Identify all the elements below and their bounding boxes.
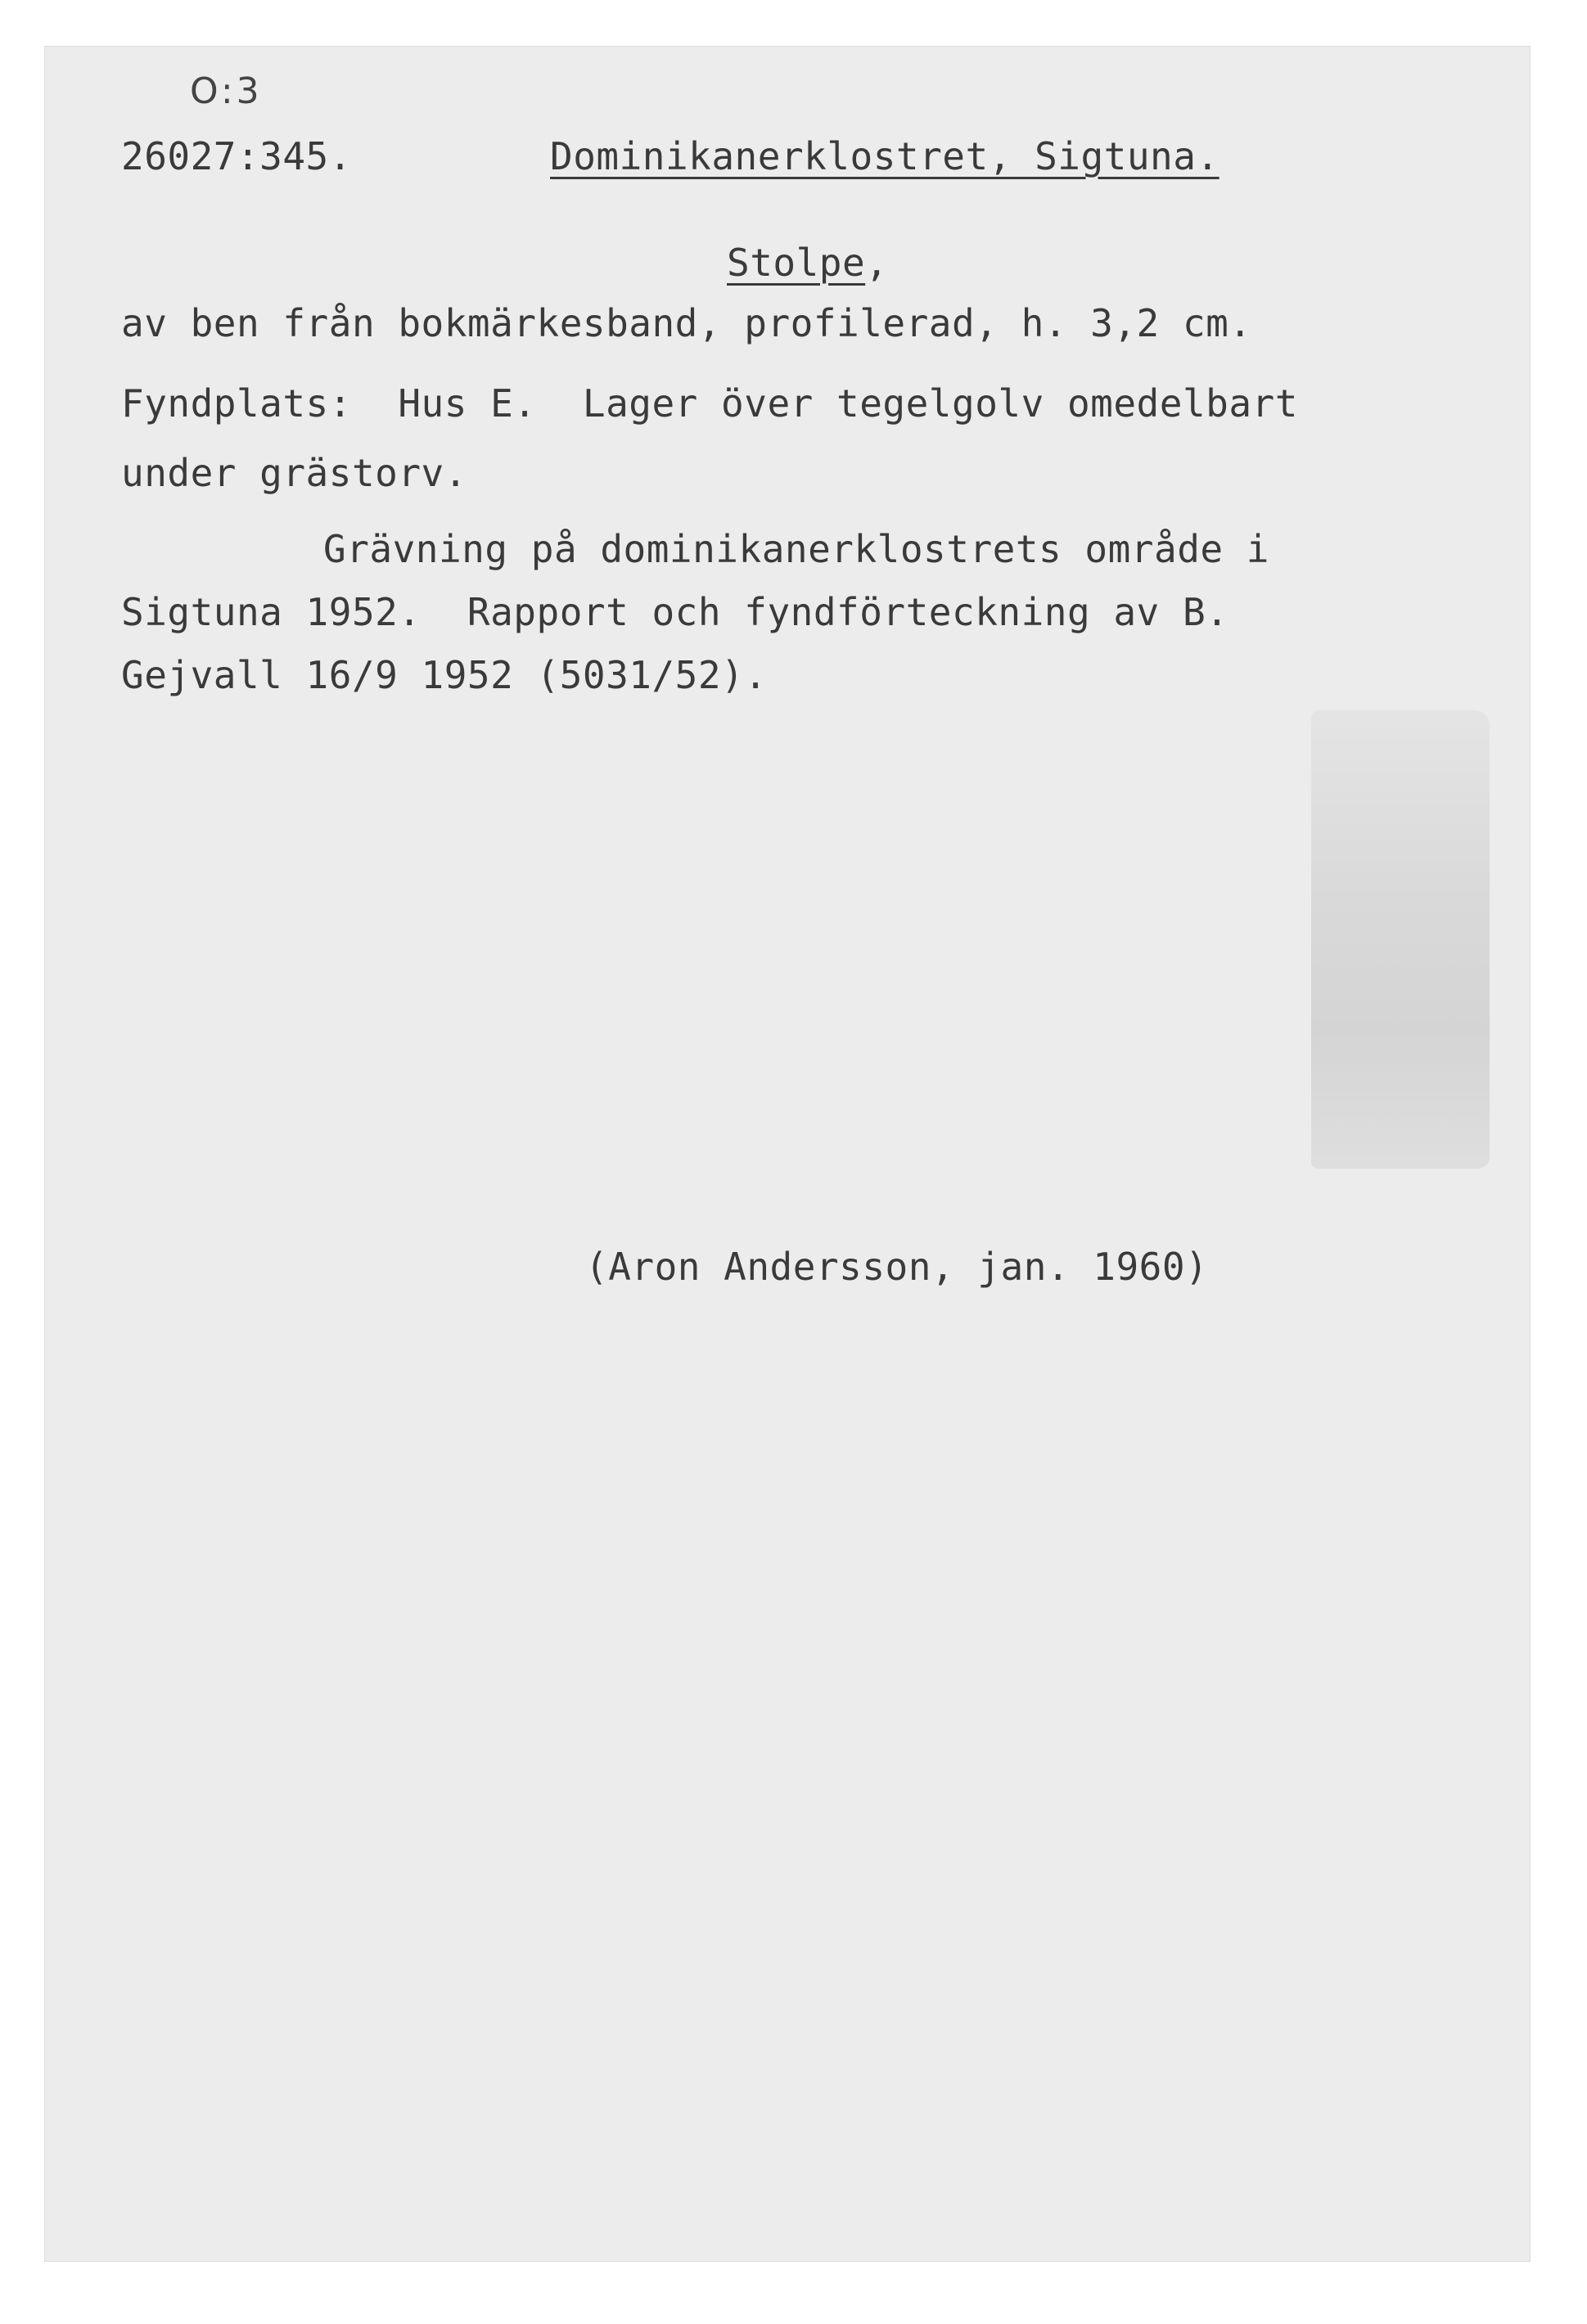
excavation-line-1: Grävning på dominikanerklostrets område i: [323, 527, 1269, 571]
object-name: Stolpe: [727, 241, 866, 285]
handwritten-code: O:3: [190, 70, 263, 112]
excavation-line-3: Gejvall 16/9 1952 (5031/52).: [121, 653, 768, 697]
object-name-punct: ,: [865, 241, 889, 285]
author-signature: (Aron Andersson, jan. 1960): [585, 1245, 1209, 1289]
find-place-line-1: Fyndplats: Hus E. Lager över tegelgolv omedelbart: [121, 381, 1298, 426]
catalog-card: [44, 46, 1531, 2262]
catalog-number: 26027:345.: [121, 134, 352, 178]
find-place-line-2: under grästorv.: [121, 451, 467, 495]
object-description: av ben från bokmärkesband, profilerad, h. 3,2 cm.: [121, 301, 1252, 345]
excavation-line-2: Sigtuna 1952. Rapport och fyndförteckning av B.: [121, 590, 1229, 634]
location-title: Dominikanerklostret, Sigtuna.: [550, 134, 1220, 178]
object-name-line: [727, 241, 889, 285]
paper-stain: [1311, 710, 1490, 1169]
